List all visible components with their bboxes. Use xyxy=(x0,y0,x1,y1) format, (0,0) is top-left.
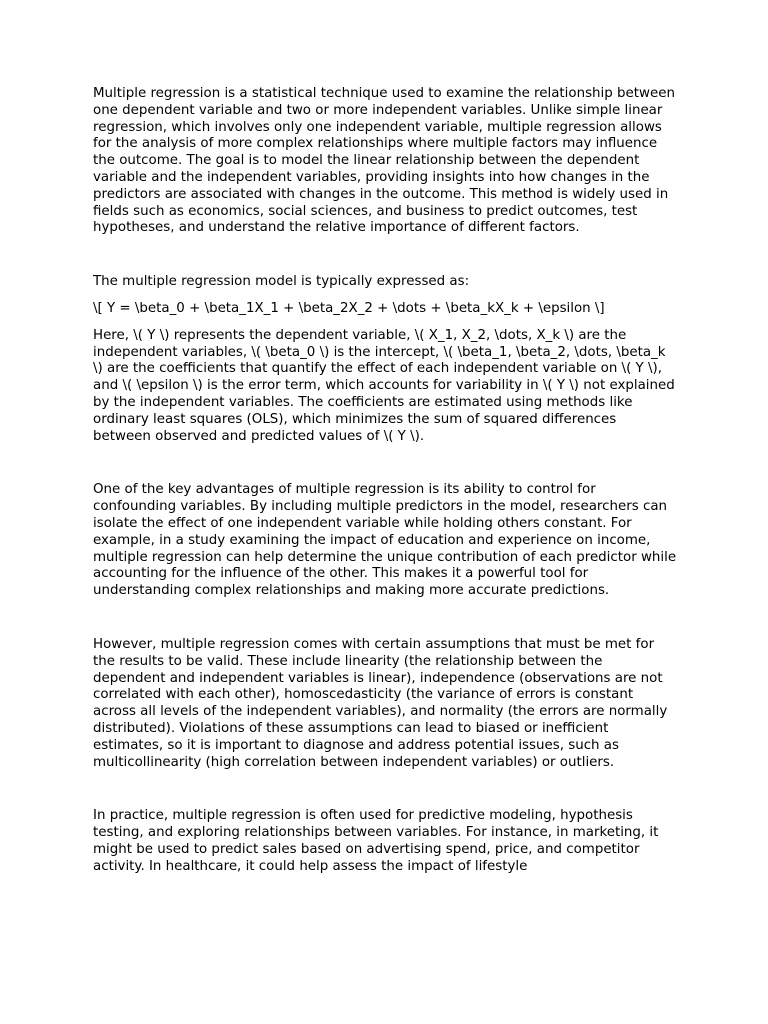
paragraph-variables: Here, \( Y \) represents the dependent variable, \( X_1, X_2, \dots, X_k \) are the independent variables, \( \beta_0 \) is the intercept, \( \beta_1, \beta_2, \dots, \beta_k \) are the coefficients that quantify the effect of each independent variable on \( Y \), and \( \epsilon \) is the error term, which accounts for variability in \( Y \) not explained by the independent variables. The coefficients are estimated using methods like ordinary least squares (OLS), which minimizes the sum of squared differences between observed and predicted values of \( Y \). xyxy=(93,327,675,444)
document-body xyxy=(93,86,678,875)
equation-line: \[ Y = \beta_0 + \beta_1X_1 + \beta_2X_2 + \dots + \beta_kX_k + \epsilon \] xyxy=(93,300,605,316)
paragraph-intro: Multiple regression is a statistical technique used to examine the relationship between one dependent variable and two or more independent variables. Unlike simple linear regression, which involves only one independent variable, multiple regression allows for the analysis of more complex relationships where multiple factors may influence the outcome. The goal is to model the linear relationship between the dependent variable and the independent variables, providing insights into how changes in the predictors are associated with changes in the outcome. This method is widely used in fields such as economics, social sciences, and business to predict outcomes, test hypotheses, and understand the relative importance of different factors. xyxy=(93,86,675,236)
paragraph-model-intro: The multiple regression model is typically expressed as: xyxy=(93,274,470,290)
paragraph-practice: In practice, multiple regression is often used for predictive modeling, hypothesis testing, and exploring relationships between variables. For instance, in marketing, it might be used to predict sales based on advertising spend, price, and competitor activity. In healthcare, it could help assess the impact of lifestyle xyxy=(93,808,659,874)
paragraph-advantages: One of the key advantages of multiple regression is its ability to control for confounding variables. By including multiple predictors in the model, researchers can isolate the effect of one independent variable while holding others constant. For example, in a study examining the impact of education and experience on income, multiple regression can help determine the unique contribution of each predictor while accounting for the influence of the other. This makes it a powerful tool for understanding complex relationships and making more accurate predictions. xyxy=(93,482,677,599)
paragraph-assumptions: However, multiple regression comes with certain assumptions that must be met for the results to be valid. These include linearity (the relationship between the dependent and independent variables is linear), independence (observations are not correlated with each other), homoscedasticity (the variance of errors is constant across all levels of the independent variables), and normality (the errors are normally distributed). Violations of these assumptions can lead to biased or inefficient estimates, so it is important to diagnose and address potential issues, such as multicollinearity (high correlation between independent variables) or outliers. xyxy=(93,636,668,770)
